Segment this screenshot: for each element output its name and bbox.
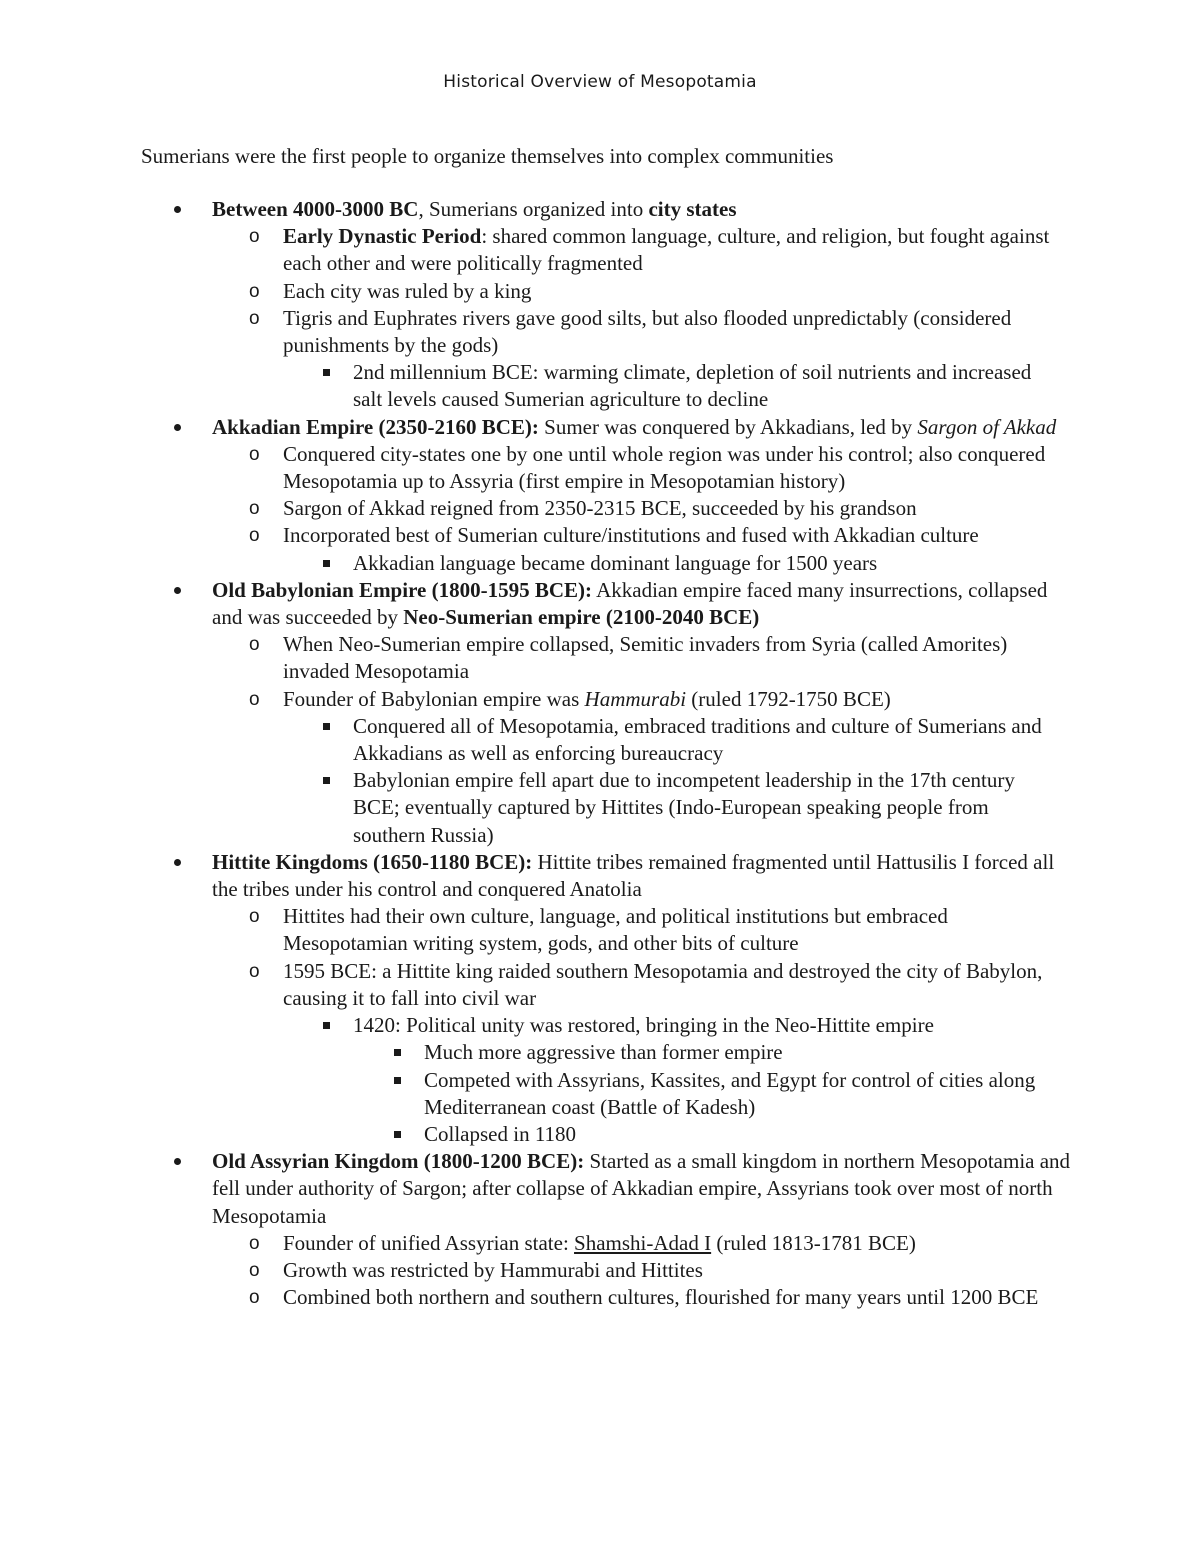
bullet-hittite-kingdoms — [212, 849, 1072, 903]
bullet-square-icon — [394, 1121, 414, 1148]
bullet-square-icon — [323, 359, 343, 386]
text: , Sumerians organized into — [418, 197, 649, 221]
bullet-sumerian-city-states — [212, 196, 1072, 223]
bold-text: Between 4000-3000 BC — [212, 197, 419, 221]
subsubbullet-babylon-fell — [353, 767, 1053, 849]
text: Sumer was conquered by Akkadians, led by — [538, 414, 918, 439]
text: Hittite tribes remained fragmented until Hattusilis I forced all the tribes under his control and conquered Anatolia — [212, 849, 1055, 902]
subbullet-conquered-city-states — [249, 441, 1063, 495]
bold-text: Akkadian Empire (2350-2160 BCE): — [212, 414, 539, 439]
level4-competed — [424, 1067, 1064, 1121]
subbullet-incorporated-culture — [249, 522, 1063, 549]
text: Founder of unified Assyrian state: — [283, 1230, 575, 1255]
bullet-circle-icon: o — [249, 280, 260, 302]
bullet-square-icon — [394, 1039, 414, 1066]
italic-text: Hammurabi — [584, 686, 687, 711]
bullet-circle-icon: o — [249, 688, 260, 710]
text: Tigris and Euphrates rivers gave good silts, but also flooded unpredictably (considered punishments by the gods) — [283, 305, 1012, 358]
text: 1595 BCE: a Hittite king raided southern Mesopotamia and destroyed the city of Babylon, causing it to fall into civil war — [283, 958, 1043, 1010]
text: (ruled 1792-1750 BCE) — [686, 686, 891, 711]
bullet-circle-icon: o — [249, 307, 260, 329]
bullet-circle-icon: o — [249, 1259, 260, 1281]
text: Hittites had their own culture, language, and political institutions but embraced Mesopotamian writing system, gods, and other bits of culture — [283, 904, 948, 956]
subsubbullet-akkadian-language — [353, 550, 1053, 577]
text: Conquered all of Mesopotamia, embraced traditions and culture of Sumerians and Akkadians as well as enforcing bureaucracy — [353, 713, 1042, 766]
level4-collapsed — [424, 1121, 1064, 1148]
bold-text: Hittite Kingdoms (1650-1180 BCE): — [212, 849, 533, 874]
text: (ruled 1813-1781 BCE) — [711, 1230, 916, 1255]
text: : shared common language, culture, and religion, but fought against each other and were politically fragmented — [283, 224, 1050, 276]
bullet-square-icon — [323, 767, 343, 794]
bullet-circle-icon: o — [249, 226, 260, 248]
text: Growth was restricted by Hammurabi and Hittites — [283, 1257, 703, 1282]
text: Babylonian empire fell apart due to incompetent leadership in the 17th century BCE; eventually captured by Hittites (Indo-European speaking people from southern Russia) — [353, 768, 1015, 847]
subsubbullet-neo-hittite — [353, 1012, 1053, 1039]
bold-text: Old Babylonian Empire (1800-1595 BCE): — [212, 577, 592, 602]
bullet-circle-icon: o — [249, 1287, 260, 1309]
document-title: Historical Overview of Mesopotamia — [443, 72, 757, 92]
subbullet-early-dynastic — [249, 223, 1063, 277]
text: Much more aggressive than former empire — [424, 1040, 783, 1065]
subsubbullet-agriculture-decline — [353, 359, 1053, 413]
subbullet-amorites — [249, 631, 1063, 685]
text: Founder of Babylonian empire was — [283, 686, 585, 711]
text: 1420: Political unity was restored, bringing in the Neo-Hittite empire — [353, 1013, 934, 1038]
intro-sentence: Sumerians were the first people to organize themselves into complex communities — [141, 144, 834, 168]
text: Incorporated best of Sumerian culture/institutions and fused with Akkadian culture — [283, 523, 979, 548]
italic-text: Sargon of Akkad — [917, 414, 1057, 439]
subbullet-hittite-culture — [249, 903, 1063, 957]
level4-aggressive — [424, 1039, 1064, 1066]
subbullet-growth-restricted — [249, 1257, 1063, 1284]
bold-text: Old Assyrian Kingdom (1800-1200 BCE): — [212, 1149, 585, 1174]
bullet-circle-icon: o — [249, 634, 260, 656]
bullet-square-icon — [323, 550, 343, 577]
bold-text: city states — [648, 197, 737, 221]
bullet-circle-icon: o — [249, 498, 260, 520]
text: Collapsed in 1180 — [424, 1121, 577, 1146]
text: Sargon of Akkad reigned from 2350-2315 BCE, succeeded by his grandson — [283, 496, 917, 521]
text: Akkadian language became dominant language for 1500 years — [353, 550, 878, 575]
bold-text: Early Dynastic Period — [283, 224, 482, 249]
text: Competed with Assyrians, Kassites, and Egypt for control of cities along Mediterranean coast (Battle of Kadesh) — [424, 1067, 1036, 1119]
bullet-circle-icon: o — [249, 960, 260, 982]
outline — [0, 196, 1200, 1311]
bullet-disc-icon — [174, 414, 194, 441]
text: Akkadian empire faced many insurrections, collapsed and was succeeded by — [212, 577, 1048, 630]
subbullet-city-king — [249, 278, 1063, 305]
subbullet-rivers — [249, 305, 1063, 359]
subbullet-babylon-raid — [249, 958, 1063, 1012]
subbullet-combined-cultures — [249, 1284, 1063, 1311]
bullet-square-icon — [394, 1067, 414, 1094]
bullet-circle-icon: o — [249, 906, 260, 928]
text: When Neo-Sumerian empire collapsed, Semitic invaders from Syria (called Amorites) invaded Mesopotamia — [283, 632, 1008, 684]
subbullet-shamshi-adad — [249, 1230, 1063, 1257]
bullet-akkadian-empire — [212, 414, 1072, 441]
subbullet-hammurabi — [249, 686, 1063, 713]
bullet-circle-icon: o — [249, 443, 260, 465]
text: Conquered city-states one by one until whole region was under his control; also conquered Mesopotamia up to Assyria (first empire in Mesopotamian history) — [283, 441, 1046, 494]
bold-text: Neo-Sumerian empire (2100-2040 BCE) — [403, 605, 760, 630]
text: Started as a small kingdom in northern Mesopotamia and fell under authority of Sargon; after collapse of Akkadian empire, Assyrians took over most of north Mesopotamia — [212, 1149, 1071, 1228]
bullet-old-assyrian-kingdom — [212, 1148, 1072, 1230]
bullet-square-icon — [323, 713, 343, 740]
bullet-circle-icon: o — [249, 1232, 260, 1254]
text: Each city was ruled by a king — [283, 278, 532, 303]
bullet-disc-icon — [174, 577, 194, 604]
bullet-old-babylonian-empire — [212, 577, 1072, 631]
text: Combined both northern and southern cultures, flourished for many years until 1200 BCE — [283, 1285, 1039, 1310]
text: 2nd millennium BCE: warming climate, depletion of soil nutrients and increased salt levels caused Sumerian agriculture to decline — [353, 360, 1032, 412]
bullet-disc-icon — [174, 196, 194, 223]
underlined-text: Shamshi-Adad I — [574, 1230, 712, 1255]
bullet-circle-icon: o — [249, 525, 260, 547]
subbullet-sargon-reign — [249, 495, 1063, 522]
bullet-disc-icon — [174, 1148, 194, 1175]
subsubbullet-conquered-mesopotamia — [353, 713, 1053, 767]
bullet-square-icon — [323, 1012, 343, 1039]
bullet-disc-icon — [174, 849, 194, 876]
